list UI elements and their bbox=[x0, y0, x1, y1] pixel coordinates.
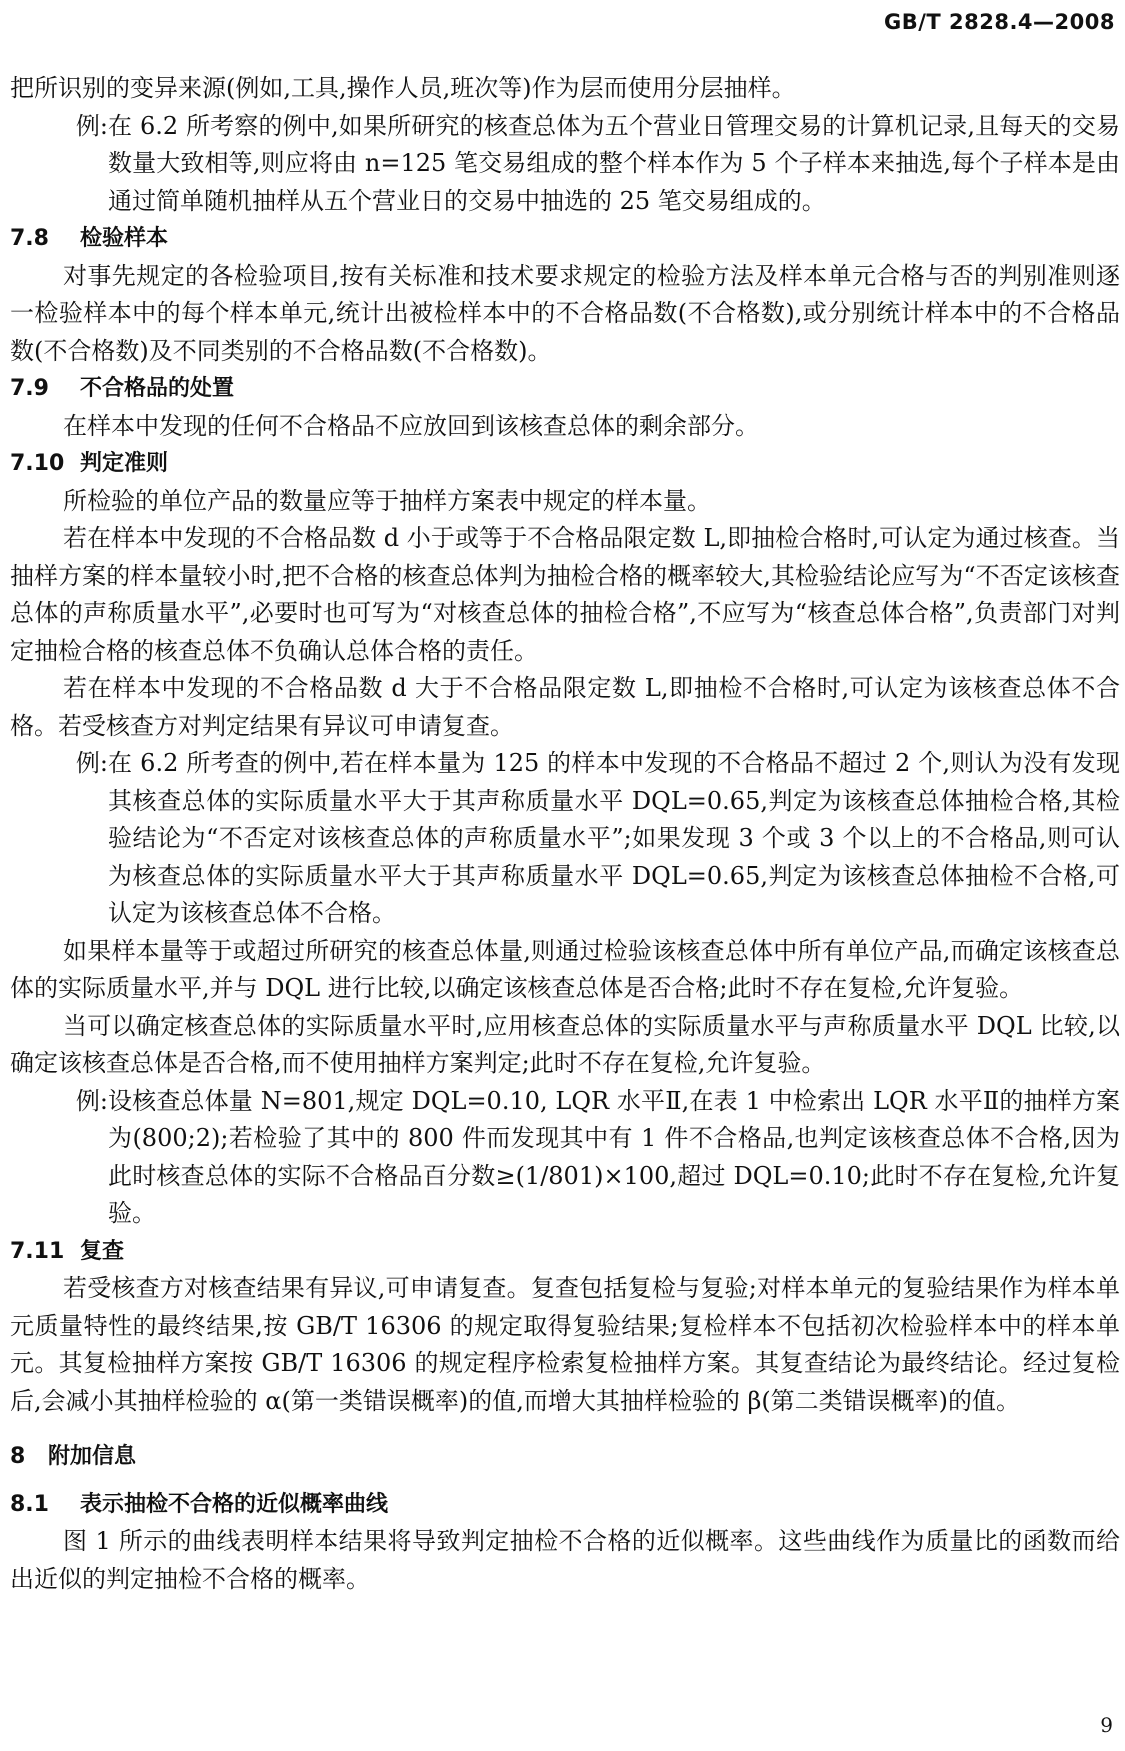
example-label: 例: bbox=[75, 749, 108, 777]
section-heading-8-1 bbox=[10, 1486, 1120, 1524]
section-title: 表示抽检不合格的近似概率曲线 bbox=[80, 1491, 389, 1517]
page-content bbox=[10, 70, 1120, 1598]
section-heading-7-8 bbox=[10, 220, 1120, 258]
example-label: 例: bbox=[75, 1086, 108, 1115]
section-number: 7.11 bbox=[10, 1238, 65, 1264]
paragraph: 若在样本中发现的不合格品数 d 大于不合格品限定数 L,即抽检不合格时,可认定为该核查总体不合格。若受核查方对判定结果有异议可申请复查。 bbox=[10, 674, 1120, 740]
section-title: 复查 bbox=[80, 1238, 125, 1264]
paragraph: 若受核查方对核查结果有异议,可申请复查。复查包括复检与复验;对样本单元的复验结果作为样本单元质量特性的最终结果,按 GB/T 16306 的规定取得复验结果;复检样本不包括初次检验样本中的样本单元。其复检抽样方案按 GB/T 16306 的规定程序检索复检抽样方案。其复查结论为最终结论。经过复检后,会减小其抽样检验的 α(第一类错误概率)的值,而增大其抽样检验的 β(第二类错误概率)的值。 bbox=[10, 1274, 1120, 1415]
paragraph: 把所识别的变异来源(例如,工具,操作人员,班次等)作为层而使用分层抽样。 bbox=[10, 74, 796, 102]
example-block bbox=[10, 1083, 1120, 1233]
paragraph: 对事先规定的各检验项目,按有关标准和技术要求规定的检验方法及样本单元合格与否的判别准则逐一检验样本中的每个样本单元,统计出被检样本中的不合格品数(不合格数),或分别统计样本中的不合格品数(不合格数)及不同类别的不合格品数(不合格数)。 bbox=[10, 261, 1120, 365]
section-title: 不合格品的处置 bbox=[80, 376, 235, 401]
example-text: 在 6.2 所考查的例中,若在样本量为 125 的样本中发现的不合格品不超过 2 个,则认为没有发现其核查总体的实际质量水平大于其声称质量水平 DQL=0.65,判定为该核查总体抽检合格,其检验结论为“不否定对该核查总体的声称质量水平”;如果发现 3 个或 3 个以上的不合格品,则可认为核查总体的实际质量水平大于其声称质量水平 DQL=0.65,判定为该核查总体抽检不合格,可认定为该核查总体不合格。 bbox=[108, 749, 1120, 927]
section-title: 附加信息 bbox=[48, 1444, 137, 1469]
section-heading-7-10 bbox=[10, 445, 1120, 483]
section-number: 7.9 bbox=[10, 376, 49, 401]
paragraph: 所检验的单位产品的数量应等于抽样方案表中规定的样本量。 bbox=[63, 486, 711, 515]
example-block bbox=[10, 108, 1120, 221]
example-text: 设核查总体量 N=801,规定 DQL=0.10, LQR 水平Ⅱ,在表 1 中检索出 LQR 水平Ⅱ的抽样方案为(800;2);若检验了其中的 800 件而发现其中有 1 件不合格品,也判定该核查总体不合格,因为此时核查总体的实际不合格品百分数≥(1/801)×100,超过 DQL=0.10;此时不存在复检,允许复验。 bbox=[108, 1086, 1120, 1227]
section-number: 7.10 bbox=[10, 451, 65, 476]
section-heading-8 bbox=[10, 1438, 1120, 1476]
standard-number-header: GB/T 2828.4—2008 bbox=[883, 10, 1115, 34]
section-number: 8 bbox=[10, 1444, 26, 1469]
paragraph: 图 1 所示的曲线表明样本结果将导致判定抽检不合格的近似概率。这些曲线作为质量比的函数而给出近似的判定抽检不合格的概率。 bbox=[10, 1527, 1120, 1593]
example-label: 例: bbox=[75, 111, 108, 140]
paragraph: 若在样本中发现的不合格品数 d 小于或等于不合格品限定数 L,即抽检合格时,可认定为通过核查。当抽样方案的样本量较小时,把不合格的核查总体判为抽检合格的概率较大,其检验结论应写为“不否定该核查总体的声称质量水平”,必要时也可写为“对核查总体的抽检合格”,不应写为“核查总体合格”,负责部门对判定抽检合格的核查总体不负确认总体合格的责任。 bbox=[10, 524, 1120, 665]
section-title: 检验样本 bbox=[80, 226, 169, 251]
section-title: 判定准则 bbox=[80, 451, 169, 476]
paragraph: 在样本中发现的任何不合格品不应放回到该核查总体的剩余部分。 bbox=[63, 411, 759, 440]
example-block bbox=[10, 745, 1120, 933]
page-number: 9 bbox=[1100, 1713, 1113, 1737]
paragraph: 当可以确定核查总体的实际质量水平时,应用核查总体的实际质量水平与声称质量水平 DQL 比较,以确定该核查总体是否合格,而不使用抽样方案判定;此时不存在复检,允许复验。 bbox=[10, 1011, 1120, 1077]
paragraph: 如果样本量等于或超过所研究的核查总体量,则通过检验该核查总体中所有单位产品,而确定该核查总体的实际质量水平,并与 DQL 进行比较,以确定该核查总体是否合格;此时不存在复检,允许复验。 bbox=[10, 936, 1120, 1002]
section-heading-7-9 bbox=[10, 370, 1120, 408]
example-text: 在 6.2 所考察的例中,如果所研究的核查总体为五个营业日管理交易的计算机记录,且每天的交易数量大致相等,则应将由 n=125 笔交易组成的整个样本作为 5 个子样本来抽选,每个子样本是由通过简单随机抽样从五个营业日的交易中抽选的 25 笔交易组成的。 bbox=[108, 111, 1120, 215]
section-heading-7-11 bbox=[10, 1233, 1120, 1271]
section-number: 7.8 bbox=[10, 226, 49, 251]
section-number: 8.1 bbox=[10, 1491, 49, 1517]
